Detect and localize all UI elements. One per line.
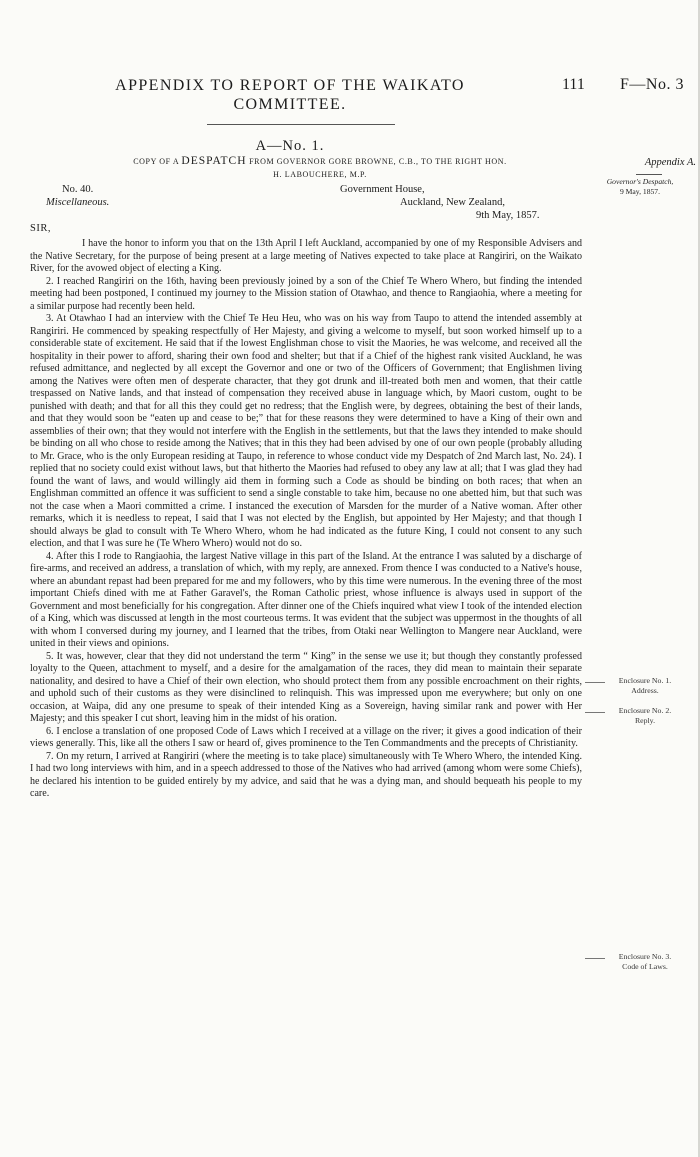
- salutation: SIR,: [30, 223, 51, 234]
- margin-despatch-note: [584, 177, 696, 197]
- margin-enclosure-1: [593, 676, 697, 696]
- paragraph-3: 3. At Otawhao I had an interview with the Chief Te Heu Heu, who was on his way from Taupo to attend the intended assembly at Rangiriri. He commenced by speaking respectfully of Her Majesty, and giving a welcome to myself, but soon worked himself up to a considerable state of excitement. He said that if the lowest Englishman chose to visit the Maories, he was welcome, and received all the hospitality in their power to afford, sharing their own food and shelter; but that if a Chief of the highest rank visited Auckland, he was refused admittance, and neglected by all except the Governor and one or two of the Officers of Government; that Englishmen living among the Natives were often men of desperate character, that they got drunk and ill-treated both men and women, that their cattle trespassed on Native lands, and that instead of compensation they received abuse in language which, by Maori custom, ought to be punished with death; and that for all this they could get no redress; that the English were, by degrees, obtaining the best of their lands, and that they would soon be “eaten up and cease to be;” that for these reasons they were determined to have a King of their own and assemblies of their own; that they would not interfere with the English in the settlements, but that the laws they intended to make should be binding on all who chose to reside among the Natives; that in this they had been advised by one of our own people (probably alluding to Mr. Grace, who is the only European residing at Taupo, in reference to whose conduct vide my Despatch of 2nd March last, No. 24). I replied that no society could exist without laws, but that hitherto the Maories had refused to obey any law at all; that I was glad they had found the want of laws, and would willingly aid them in forming such a Code as should be binding on both races; that when an Englishman committed an offence it was sufficient to send a single constable to take him, because no one abetted him, but that such was not the case when a Maori committed a crime. I instanced the execution of Marsden for the murder of a Native woman. After other remarks, which it is needless to repeat, I said that I was not elected by the English, but appointed by Her Majesty; and that though I should always be glad to consult with Te Whero Whero, whom he had indicated as the future King, I could not consent to any such election, and that I was sure he (Te Whero Whero) would not do so.: [30, 313, 582, 549]
- enclosure-3-title: Enclosure No. 3.: [618, 952, 672, 961]
- page-number: 111: [562, 76, 585, 93]
- document-number: A—No. 1.: [255, 138, 325, 154]
- paragraph-2: 2. I reached Rangiriri on the 16th, having been previously joined by a son of the Chief Te Whero Whero, but finding the intended meeting had been postponed, I continued my journey to the Mission station of Otawhao, and thence to Rangiaohia, where a meeting for a similar purpose had recently been held.: [30, 275, 582, 312]
- address-line-2: Auckland, New Zealand,: [400, 197, 505, 208]
- margin-enclosure-2: [593, 706, 697, 726]
- despatch-number: No. 40.: [62, 184, 94, 195]
- paragraph-7: 7. On my return, I arrived at Rangiriri (where the meeting is to take place) simultaneously with Te Whero Whero, the intended King. I had two long interviews with him, and in a speech addressed to those of the Natives who had arrived (among whom were some Chiefs), he declared his intention to be guided entirely by my advice, and said that he was a dying man, and should bequeath his people to my care.: [30, 750, 582, 799]
- despatch-heading-line-2: H. LABOUCHERE, M.P.: [273, 170, 367, 179]
- heading-despatch-word: DESPATCH: [181, 155, 247, 167]
- heading-suffix: FROM GOVERNOR GORE BROWNE, C.B., TO THE RIGHT HON.: [249, 157, 507, 166]
- margin-appendix-label: Appendix A.: [644, 157, 696, 168]
- enclosure-1-title: Enclosure No. 1.: [618, 676, 672, 685]
- paragraph-6: 6. I enclose a translation of one proposed Code of Laws which I received at a village on the river; it gives a good indication of their views generally. This, like all the others I saw or heard of, gives prominence to the Ten Commandments and the precepts of Christianity.: [30, 725, 582, 749]
- document-code: F—No. 3: [620, 76, 684, 93]
- paragraph-4: 4. After this I rode to Rangiaohia, the largest Native village in this part of the Island. At the entrance I was saluted by a discharge of fire-arms, and received an address, a translation of which, with my reply, are annexed. From thence I was conducted to a Native's house, where an abundant repast had been prepared for me and my followers, who by this time were numerous. In the evening three of the most important Chiefs dined with me at Father Garavel's, the Roman Catholic priest, whose influence is always used in support of the Government and most beneficially for his congregation. After dinner one of the Chiefs inquired what view I took of the intended election of a King, which was discussed at length in the most courteous terms. It was evident that the subject was uppermost in the thoughts of all with whom I conversed during my journey, and I learned that the tribes, from Otaki near Wellington to Mangere near Auckland, were united in their views and opinions.: [30, 550, 582, 649]
- enclosure-2-sub: Reply.: [634, 716, 656, 725]
- despatch-body: [30, 238, 582, 801]
- margin-despatch-title: Governor's Despatch,: [606, 177, 674, 186]
- enclosure-1-sub: Address.: [631, 686, 659, 695]
- despatch-date: 9th May, 1857.: [476, 210, 540, 221]
- despatch-heading: [60, 155, 580, 181]
- enclosure-3-sub: Code of Laws.: [622, 962, 668, 971]
- page-header-title: APPENDIX TO REPORT OF THE WAIKATO COMMITTEE.: [115, 77, 465, 113]
- despatch-heading-line-1: [60, 155, 580, 168]
- margin-rule: [636, 174, 662, 175]
- header-rule: [207, 124, 395, 125]
- paragraph-5: 5. It was, however, clear that they did not understand the term “ King” in the sense we use it; but though they constantly professed loyalty to the Queen, attachment to myself, and a desire for the amalgamation of the races, they did mean to maintain their separate nationality, and desired to have a Chief of their own election, who should protect them from any possible encroachment on their rights, and uphold such of their customs as they were disinclined to relinquish. This was impressed upon me everywhere; but only on one occasion, at Waipa, did any one presume to speak of their intended King as a Sovereign, having similar rank and power with Her Majesty; and this speaker I cut short, leaving him in the midst of his oration.: [30, 650, 582, 724]
- paragraph-1: I have the honor to inform you that on the 13th April I left Auckland, accompanied by one of my Responsible Advisers and the Native Secretary, for the purpose of being present at a large meeting of Natives expected to take place at Rangiriri, on the Waikato River, for the avowed object of electing a King.: [30, 238, 582, 274]
- enclosure-2-title: Enclosure No. 2.: [618, 706, 672, 715]
- address-line-1: Government House,: [340, 184, 425, 195]
- margin-despatch-date: 9 May, 1857.: [619, 187, 660, 196]
- despatch-category: Miscellaneous.: [46, 197, 110, 208]
- margin-enclosure-3: [593, 952, 697, 972]
- heading-prefix: COPY OF A: [133, 157, 179, 166]
